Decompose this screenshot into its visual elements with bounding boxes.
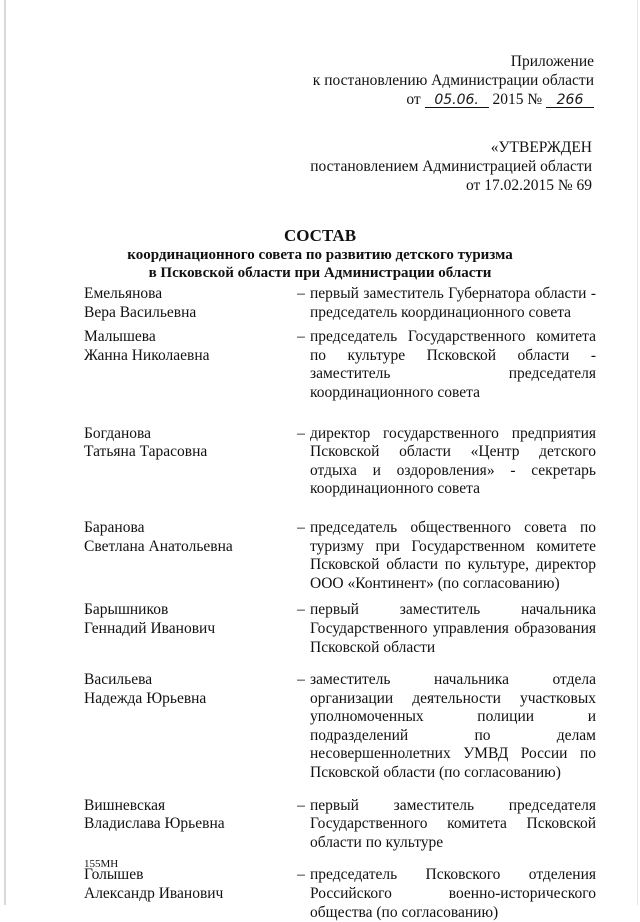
member-name — [84, 866, 292, 922]
appendix-date-line — [313, 90, 594, 109]
member-given-name: Вера Васильевна — [84, 303, 197, 321]
dash: – — [297, 796, 305, 814]
member-row — [84, 425, 596, 499]
member-name — [84, 519, 292, 593]
member-row — [84, 519, 596, 593]
member-given-name: Надежда Юрьевна — [84, 689, 207, 707]
from-label: от — [406, 91, 421, 108]
approved-block — [310, 138, 592, 195]
member-role: первый заместитель начальника Государственного управления образования Псковской области — [310, 601, 596, 656]
dash: – — [297, 518, 305, 536]
member-surname: Васильева — [84, 671, 153, 689]
member-role: первый заместитель председателя Государственного комитета Псковской области по культуре — [310, 796, 596, 851]
member-role: председатель Псковского отделения Российского военно-исторического общества (по согласованию) — [310, 866, 596, 921]
member-row — [84, 671, 596, 783]
heading-line-1: координационного совета по развитию детского туризма — [127, 247, 513, 263]
member-surname: Богданова — [84, 424, 152, 442]
member-role: заместитель начальника отдела организации деятельности участковых уполномоченных полиции и подразделений по делам несовершеннолетних УМВД России по Псковской области (по согласованию) — [310, 671, 596, 782]
member-name — [84, 328, 292, 402]
dash: – — [297, 671, 305, 689]
approved-date: от 17.02.2015 № 69 — [466, 177, 592, 194]
members-list — [84, 285, 596, 922]
member-row — [84, 866, 596, 922]
member-surname: Малышева — [84, 328, 156, 346]
member-role: первый заместитель Губернатора области - председатель координационного совета — [310, 285, 596, 321]
scan-edge-right — [637, 0, 638, 905]
appendix-reference: к постановлению Администрации области — [312, 72, 594, 89]
member-role: председатель Государственного комитета по культуре Псковской области - заместитель председателя координационного совета — [310, 328, 596, 401]
document-heading — [0, 226, 640, 282]
member-given-name: Владислава Юрьевна — [84, 815, 225, 833]
member-row — [84, 601, 596, 657]
year-label: 2015 № — [492, 91, 543, 108]
member-surname: Вишневская — [84, 796, 166, 814]
member-role: председатель общественного совета по туризму при Государственном комитете Псковской области по культуре, директор ООО «Континент» (по согласованию) — [310, 518, 596, 592]
dash: – — [297, 285, 305, 302]
appendix-title: Приложение — [510, 53, 594, 70]
member-row — [84, 797, 596, 853]
handwritten-number: 266 — [546, 93, 594, 108]
member-given-name: Светлана Анатольевна — [84, 537, 233, 555]
dash: – — [297, 866, 305, 884]
member-role: директор государственного предприятия Псковской области «Центр детского отдыха и оздоровления» - секретарь координационного совета — [310, 424, 596, 498]
member-row — [84, 328, 596, 402]
approved-title: «УТВЕРЖДЕН — [490, 139, 592, 156]
approved-by: постановлением Администрацией области — [310, 158, 592, 175]
handwritten-date: 05.06. — [425, 93, 489, 108]
member-surname: Голышев — [84, 866, 144, 884]
member-surname: Барышников — [84, 601, 169, 619]
member-name — [84, 797, 292, 853]
member-name — [84, 285, 292, 322]
member-row — [84, 285, 596, 322]
dash: – — [297, 601, 305, 619]
member-given-name: Татьяна Тарасовна — [84, 443, 208, 461]
member-name — [84, 671, 292, 783]
member-surname: Емельянова — [84, 285, 163, 302]
member-given-name: Жанна Николаевна — [84, 346, 210, 364]
member-surname: Баранова — [84, 518, 145, 536]
appendix-block — [313, 52, 594, 109]
member-given-name: Александр Иванович — [84, 885, 224, 903]
member-name — [84, 601, 292, 657]
heading-title: СОСТАВ — [283, 226, 357, 245]
dash: – — [297, 424, 305, 442]
member-name — [84, 425, 292, 499]
member-given-name: Геннадий Иванович — [84, 619, 216, 637]
dash: – — [297, 328, 305, 346]
scan-edge-left — [4, 0, 6, 905]
heading-line-2: в Псковской области при Администрации области — [148, 265, 492, 281]
document-code: 155МН — [84, 858, 119, 870]
